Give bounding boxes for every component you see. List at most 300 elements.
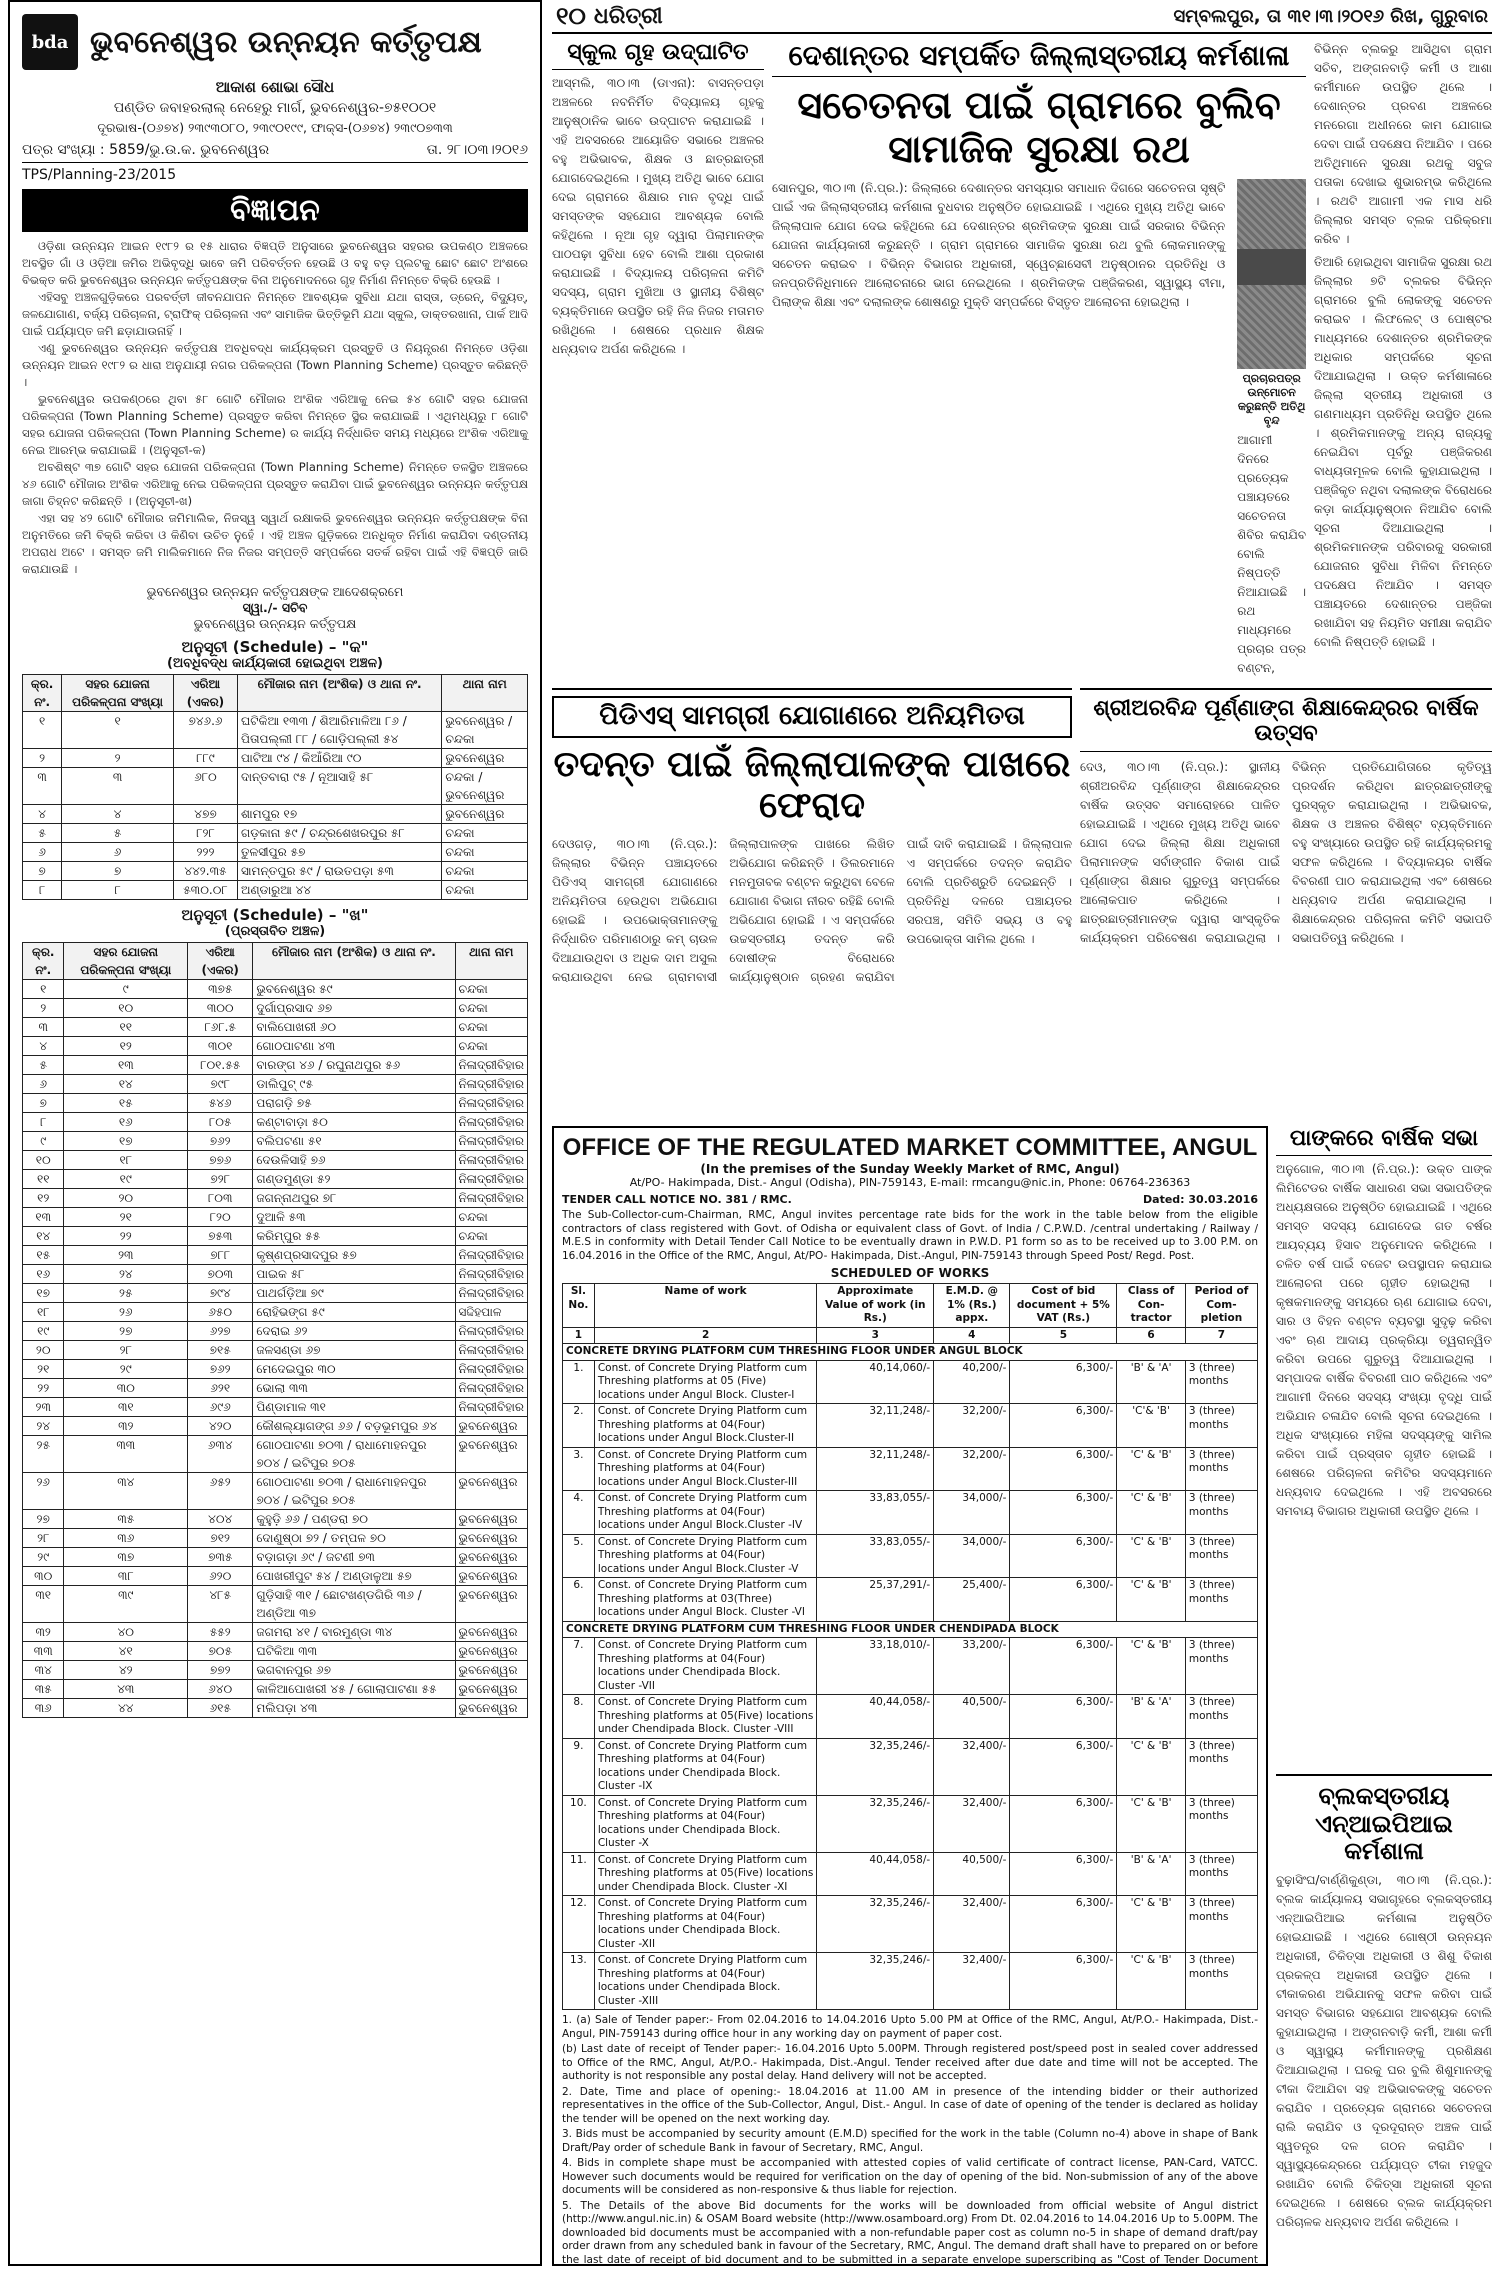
suraksha-story: [772, 40, 1306, 680]
schedule-a-cell: ସାମନ୍ତପୁର ୫୯ / ରାଉତପଡ଼ା ୫୩: [237, 862, 441, 881]
rmc-cell: 5.: [563, 1534, 595, 1578]
suraksha-body-left: ସୋନପୁର, ୩୦।୩ (ନି.ପ୍ର.): ଜିଲ୍ଲାରେ ଦେଶାନ୍ତର ସମସ୍ୟାର ସମାଧାନ ଦିଗରେ ସଚେତନତା ସୃଷ୍ଟି ପାଇଁ ଏକ ଜିଲ୍ଲାସ୍ତରୀୟ କର୍ମଶାଳା ବୁଧବାର ଅନୁଷ୍ଠିତ ହୋଇଯାଇଛି । ଏଥିରେ ମୁଖ୍ୟ ଅତିଥି ଭାବେ ଜିଲ୍ଲାପାଳ ଯୋଗ ଦେଇ କହିଥିଲେ ଯେ ଦେଶାନ୍ତର ଶ୍ରମିକଙ୍କ ସୁରକ୍ଷା ପାଇଁ ସରକାର ବିଭିନ୍ନ ଯୋଜନା କାର୍ଯ୍ୟକାରୀ କରୁଛନ୍ତି । ଗ୍ରାମ ଗ୍ରାମରେ ସାମାଜିକ ସୁରକ୍ଷା ରଥ ବୁଲି ଲୋକମାନଙ୍କୁ ସଚେତନ କରାଇବ । ବିଭିନ୍ନ ବିଭାଗର ଅଧିକାରୀ, ସ୍ୱେଚ୍ଛାସେବୀ ଅନୁଷ୍ଠାନର ପ୍ରତିନିଧି ଓ ଜନପ୍ରତିନିଧିମାନେ ଆଲୋଚନାରେ ଭାଗ ନେଇଥିଲେ । ଶ୍ରମିକଙ୍କ ପଞ୍ଜିକରଣ, ସ୍ୱାସ୍ଥ୍ୟ ବୀମା, ପିଲାଙ୍କ ଶିକ୍ଷା ଏବଂ ଦଲାଲଙ୍କ ଶୋଷଣରୁ ମୁକ୍ତି ସମ୍ପର୍କରେ ବିସ୍ତୃତ ଆଲୋଚନା ହୋଇଥିଲା ।: [772, 180, 1226, 309]
school-headline: ସ୍କୁଲ ଗୃହ ଉଦ୍‌ଘାଟିତ: [552, 40, 764, 70]
schedule-b-cell: ଘଟିକିଆ ୩୩: [253, 1642, 455, 1661]
bda-letter-no: ପତ୍ର ସଂଖ୍ୟା : 5859/ଭୁ.ଉ.କ. ଭୁବନେଶ୍ୱର: [22, 142, 270, 158]
rmc-cell: 'B' & 'A': [1117, 1695, 1186, 1739]
pds-body: ଦେଓଗଡ଼, ୩୦।୩ (ନି.ପ୍ର.): ଜିଲ୍ଲାର ବିଭିନ୍ନ ପଞ୍ଚାୟତରେ ପିଡିଏସ୍ ସାମଗ୍ରୀ ଯୋଗାଣରେ ଅନିୟମିତତା ହେଉଥିବା ଅଭିଯୋଗ ହୋଇଛି । ଉପଭୋକ୍ତାମାନଙ୍କୁ ନିର୍ଦ୍ଧାରିତ ପରିମାଣଠାରୁ କମ୍ ଚାଉଳ ଦିଆଯାଉଥିବା ଓ ଅଧିକ ଦାମ ଅସୁଲ କରାଯାଉଥିବା ନେଇ ଗ୍ରାମବାସୀ ଜିଲ୍ଲାପାଳଙ୍କ ପାଖରେ ଲିଖିତ ଅଭିଯୋଗ କରିଛନ୍ତି । ଡିଲରମାନେ ମନମୁତାବକ ବଣ୍ଟନ କରୁଥିବା ବେଳେ ଯୋଗାଣ ବିଭାଗ ନୀରବ ରହିଛି ବୋଲି ଅଭିଯୋଗ ହୋଇଛି । ଏ ସମ୍ପର୍କରେ ଉଚ୍ଚସ୍ତରୀୟ ତଦନ୍ତ କରି ଦୋଷୀଙ୍କ ବିରୋଧରେ କାର୍ଯ୍ୟାନୁଷ୍ଠାନ ଗ୍ରହଣ କରାଯିବା ପାଇଁ ଦାବି କରାଯାଇଛି । ଜିଲ୍ଲାପାଳ ଏ ସମ୍ପର୍କରେ ତଦନ୍ତ କରାଯିବ ବୋଲି ପ୍ରତିଶ୍ରୁତି ଦେଇଛନ୍ତି । ପ୍ରତିନିଧି ଦଳରେ ପଞ୍ଚାୟତର ସରପଞ୍ଚ, ସମିତି ସଭ୍ୟ ଓ ବହୁ ଉପଭୋକ୍ତା ସାମିଲ ଥିଲେ ।: [552, 836, 1072, 984]
schedule-a-row: [23, 712, 528, 749]
schedule-b-cell: ୧୦: [64, 999, 188, 1018]
schedule-b-cell: ଦୋଣୁଷ୍ଠା ୭୨ / ତମ୍ପଳ ୭୦: [253, 1529, 455, 1548]
rmc-work-row: [563, 1404, 1258, 1448]
schedule-b-cell: ମେଦେଇପୁର ୩୦: [253, 1360, 455, 1379]
schedule-b-row: [23, 1398, 528, 1417]
rmc-work-row: [563, 1578, 1258, 1622]
schedule-b-subtitle: (ପ୍ରସ୍ତାବିତ ଅଞ୍ଚଳ): [224, 924, 326, 939]
schedule-a-cell: ଚନ୍ଦକା: [442, 881, 528, 900]
rmc-cell: Const. of Concrete Drying Platform cum Threshing platforms at 04(Four) locations under Angul Block.Cluster-III: [594, 1447, 817, 1491]
schedule-b-cell: ୩୨: [23, 1623, 64, 1642]
schedule-b-cell: ୨୧: [23, 1360, 64, 1379]
schedule-b-cell: ଗୋଠପାଟଣା ୭୦୩ / ରାଧାମୋହନପୁର ୭୦୪ / ଇଟିପୁର ୭୦୫: [253, 1473, 455, 1510]
schedule-b-cell: ୨୦: [23, 1341, 64, 1360]
schedule-a-cell: ୭୪୬.୬: [173, 712, 237, 749]
rmc-cell: 13.: [563, 1953, 595, 2010]
rmc-cell: Const. of Concrete Drying Platform cum Threshing platforms at 04(Four) locations under Chendipada Block. Cluster -XIII: [594, 1953, 817, 2010]
schedule-b-cell: ୨୬: [64, 1303, 188, 1322]
schedule-b-cell: ୩୫: [23, 1680, 64, 1699]
schedule-b-cell: ବଲିପଟଣା ୫୧: [253, 1132, 455, 1151]
rmc-cell: 3 (three) months: [1185, 1491, 1257, 1535]
schedule-b-cell: ୫୫୨: [188, 1623, 253, 1642]
schedule-b-row: [23, 1680, 528, 1699]
schedule-b-cell: ୭୯୪: [188, 1284, 253, 1303]
schedule-a-cell: ଭୁବନେଶ୍ୱର: [442, 749, 528, 768]
rmc-schedule-title: SCHEDULED OF WORKS: [830, 1266, 990, 1280]
rmc-cell: Const. of Concrete Drying Platform cum Threshing platforms at 04(Four) locations under Chendipada Block. Cluster -XII: [594, 1896, 817, 1953]
rmc-cell: 6,300/-: [1010, 1534, 1117, 1578]
schedule-b-cell: ୭୦୫: [188, 1642, 253, 1661]
rmc-cell: Const. of Concrete Drying Platform cum Threshing platforms at 04(Four) locations under Angul Block.Cluster-II: [594, 1404, 817, 1448]
schedule-b-cell: ରୋହିଭଙ୍ଗ ୫୯: [253, 1303, 455, 1322]
schedule-b-cell: ୬: [23, 1075, 64, 1094]
rmc-cell: Const. of Concrete Drying Platform cum Threshing platforms at 05(Five) locations under Chendipada Block. Cluster -XI: [594, 1852, 817, 1896]
schedule-b-cell: ୭୭୨: [188, 1661, 253, 1680]
bda-name: ଭୁବନେଶ୍ୱର ଉନ୍ନୟନ କର୍ତ୍ତୃପକ୍ଷ: [90, 24, 482, 60]
rmc-cell: 6,300/-: [1010, 1896, 1117, 1953]
suraksha-headline: ସଚେତନତା ପାଇଁ ଗ୍ରାମରେ ବୁଲିବ ସାମାଜିକ ସୁରକ୍ଷା ରଥ: [797, 82, 1281, 171]
schedule-b-cell: କୃଷ୍ଣପ୍ରସାଦପୁର ୫୭: [253, 1246, 455, 1265]
rmc-cell: 10.: [563, 1795, 595, 1852]
rmc-cell: 'C' & 'B': [1117, 1896, 1186, 1953]
schedule-b-cell: ୫୪୬: [188, 1094, 253, 1113]
schedule-b-header-cell: ସହର ଯୋଜନା ପରିକଳ୍ପନା ସଂଖ୍ୟା: [64, 943, 188, 980]
schedule-a-cell: ୧: [23, 712, 62, 749]
schedule-b-row: [23, 1189, 528, 1208]
schedule-a-row: [23, 881, 528, 900]
schedule-b-cell: ଚନ୍ଦକା: [455, 1037, 527, 1056]
schedule-b-cell: ୧୦: [23, 1151, 64, 1170]
rmc-tender-notice: [552, 1126, 1268, 2266]
schedule-b-cell: ୨୭: [64, 1322, 188, 1341]
rmc-work-row: [563, 1738, 1258, 1795]
rmc-cell: 12.: [563, 1896, 595, 1953]
schedule-b-cell: ଭୁବନେଶ୍ୱର: [455, 1623, 527, 1642]
rmc-cell: Const. of Concrete Drying Platform cum Threshing platforms at 05(Five) locations under Chendipada Block. Cluster -VIII: [594, 1695, 817, 1739]
bda-paragraph: ଭୁବନେଶ୍ୱର ଉପକଣ୍ଠରେ ଥିବା ୫୮ ଗୋଟି ମୌଜାର ଅଂଶିକ ଏରିଆକୁ ନେଇ ୫୪ ଗୋଟି ସହର ଯୋଜନା ପରିକଳ୍ପନା (Town Planning Scheme) ପ୍ରସ୍ତୁତ କରିବା ନିମନ୍ତେ ସ୍ଥିର କରାଯାଇଛି । ଏଥିମଧ୍ୟରୁ ୮ ଗୋଟି ସହର ଯୋଜନା ପରିକଳ୍ପନା (Town Planning Scheme) ର କାର୍ଯ୍ୟ ନିର୍ଦ୍ଧାରିତ ସମୟ ମଧ୍ୟରେ ଅଂଶିକ ଏରିଆକୁ ନେଇ ଆରମ୍ଭ କରାଯାଇଛି । (ଅନୁସୂଚୀ-କ): [22, 392, 528, 457]
schedule-b-cell: ୨୯: [64, 1360, 188, 1379]
rmc-cell: 33,200/-: [934, 1638, 1010, 1695]
schedule-b-cell: ୨୫: [64, 1284, 188, 1303]
schedule-a-cell: ଗଡ଼କାନା ୫୯ / ଚନ୍ଦ୍ରଶେଖରପୁର ୫୮: [237, 824, 441, 843]
rmc-cell: Const. of Concrete Drying Platform cum Threshing platforms at 04(Four) locations under Chendipada Block. Cluster -IX: [594, 1738, 817, 1795]
rmc-note: 5. The Details of the above Bid documents for the works will be downloaded from official website of Angul district (http://www.angul.nic.in) & OSAM Board website (http://www.osamboard.org) From Dt. 02.04.2016 to 14.04.2016 Up to 5.00PM. The downloaded bid documents must be accompanied with a non-refundable paper cost as column no-5 in shape of demand draft/pay order drawn from any scheduled bank in favour of the Secretary, RMC, Angul. The demand draft shall have to prepared on or before the last date of receipt of bid document and to be submitted in a separate envelope superscribing as "Cost of Tender Document: [562, 2199, 1258, 2266]
schedule-b-row: [23, 1436, 528, 1473]
rmc-cell: 11.: [563, 1852, 595, 1896]
schedule-a-cell: ୬: [23, 843, 62, 862]
rmc-notes: [562, 2014, 1258, 2266]
schedule-a-header-cell: କ୍ର. ନଂ.: [23, 675, 62, 712]
bda-paragraph: ଅବଶିଷ୍ଟ ୩୭ ଗୋଟି ସହର ଯୋଜନା ପରିକଳ୍ପନା (Town Planning Scheme) ନିମନ୍ତେ ତଳସ୍ଥିତ ଅଞ୍ଚଳରେ ୪୬ ଗୋଟି ମୌଜାର ଅଂଶିକ ଏରିଆକୁ ନେଇ ପରିକଳ୍ପନା ପ୍ରସ୍ତୁତ କରାଯିବା ପାଇଁ ଭୁବନେଶ୍ୱର ଉନ୍ନୟନ କର୍ତ୍ତୃପକ୍ଷ ଜାଗା ଚିହ୍ନଟ କରିଛନ୍ତି । (ଅନୁସୂଚୀ-ଖ): [22, 460, 528, 508]
schedule-b-cell: ଭୁବନେଶ୍ୱର: [455, 1510, 527, 1529]
schedule-b-cell: ୭୬୨: [188, 1132, 253, 1151]
bda-office: ଆକାଶ ଶୋଭା ସୌଧ: [215, 78, 335, 96]
schedule-b-cell: ୪୮୫: [188, 1586, 253, 1623]
schedule-a-row: [23, 824, 528, 843]
nipi-body: ବୁଢ଼ାସିଂଘ/ବାର୍ଣ୍ଣିକୁଣ୍ଡା, ୩୦।୩ (ନି.ପ୍ର.): ବ୍ଲକ କାର୍ଯ୍ୟାଳୟ ସଭାଗୃହରେ ବ୍ଲକସ୍ତରୀୟ ଏନ୍‌ଆଇପିଆଇ କର୍ମଶାଳା ଅନୁଷ୍ଠିତ ହୋଇଯାଇଛି । ଏଥିରେ ଗୋଷ୍ଠୀ ଉନ୍ନୟନ ଅଧିକାରୀ, ଚିକିତ୍ସା ଅଧିକାରୀ ଓ ଶିଶୁ ବିକାଶ ପ୍ରକଳ୍ପ ଅଧିକାରୀ ଉପସ୍ଥିତ ଥିଲେ । ଟୀକାକରଣ ଅଭିଯାନକୁ ସଫଳ କରିବା ପାଇଁ ସମସ୍ତ ବିଭାଗର ସହଯୋଗ ଆବଶ୍ୟକ ବୋଲି କୁହାଯାଇଥିଲା । ଅଙ୍ଗନବାଡ଼ି କର୍ମୀ, ଆଶା କର୍ମୀ ଓ ସ୍ୱାସ୍ଥ୍ୟ କର୍ମୀମାନଙ୍କୁ ପ୍ରଶିକ୍ଷଣ ଦିଆଯାଇଥିଲା । ଘରକୁ ଘର ବୁଲି ଶିଶୁମାନଙ୍କୁ ଟୀକା ଦିଆଯିବା ସହ ଅଭିଭାବକଙ୍କୁ ସଚେତନ କରାଯିବ । ପ୍ରତ୍ୟେକ ଗ୍ରାମରେ ସଚେତନତା ରାଲି କରାଯିବ ଓ ଦୂରଦୂରାନ୍ତ ଅଞ୍ଚଳ ପାଇଁ ସ୍ୱତନ୍ତ୍ର ଦଳ ଗଠନ କରାଯିବ । ସ୍ୱାସ୍ଥ୍ୟକେନ୍ଦ୍ରରେ ପର୍ଯ୍ୟାପ୍ତ ଟୀକା ମହଜୁଦ ରଖାଯିବ ବୋଲି ଚିକିତ୍ସା ଅଧିକାରୀ ସୂଚନା ଦେଇଥିଲେ । ଶେଷରେ ବ୍ଲକ କାର୍ଯ୍ୟକ୍ରମ ପରିଚାଳକ ଧନ୍ୟବାଦ ଅର୍ପଣ କରିଥିଲେ ।: [1276, 1872, 1492, 2229]
schedule-b-cell: ନିଳାଦ୍ରୀବିହାର: [455, 1132, 527, 1151]
schedule-b-cell: କରିମ୍ପୁର ୫୫: [253, 1227, 455, 1246]
schedule-b-cell: ବାରଙ୍ଗ ୪୬ / ରଘୁନାଥପୁର ୫୬: [253, 1056, 455, 1075]
schedule-a-cell: ୫: [23, 824, 62, 843]
schedule-b-cell: ୩୪: [23, 1661, 64, 1680]
schedule-b-cell: ୩୯: [64, 1586, 188, 1623]
schedule-b-cell: ଚନ୍ଦକା: [455, 1208, 527, 1227]
schedule-b-cell: ଭୁବନେଶ୍ୱର ୫୯: [253, 980, 455, 999]
schedule-b-cell: ଦେଉଳିସାହି ୭୬: [253, 1151, 455, 1170]
schedule-b-header-cell: କ୍ର. ନଂ.: [23, 943, 64, 980]
schedule-b-cell: ଭୋଲା ୩୩: [253, 1379, 455, 1398]
schedule-a-cell: ଅଣ୍ଡାରୁଆ ୪୪: [237, 881, 441, 900]
schedule-b-cell: ଗଣ୍ଡମୁଣ୍ଡା ୫୨: [253, 1170, 455, 1189]
rmc-cell: 32,35,246/-: [817, 1896, 934, 1953]
schedule-b-cell: ୬୨୭: [188, 1322, 253, 1341]
schedule-a-cell: ୪୭୭: [173, 805, 237, 824]
rmc-cell: 3 (three) months: [1185, 1896, 1257, 1953]
rmc-work-row: [563, 1447, 1258, 1491]
schedule-a-cell: ୬: [62, 843, 174, 862]
rmc-dated: Dated: 30.03.2016: [1143, 1193, 1258, 1206]
schedule-a-cell: ଘଟିକିଆ ୧୩୩ / ଶିଆରିମାଳିଆ ୮୬ / ପିତାପଲ୍ଲୀ ୮୮ / ଗୋଡ଼ିପଲ୍ଲୀ ୫୪: [237, 712, 441, 749]
schedule-a-header-cell: ଏରିଆ (ଏକର): [173, 675, 237, 712]
rmc-subtitle: (In the premises of the Sunday Weekly Market of RMC, Angul): [700, 1162, 1120, 1176]
schedule-a-cell: ୮: [23, 881, 62, 900]
schedule-b-cell: ୧୮: [23, 1303, 64, 1322]
rmc-cell: 1.: [563, 1360, 595, 1404]
rmc-cell: 8.: [563, 1695, 595, 1739]
schedule-b-row: [23, 1018, 528, 1037]
rmc-cell: 3 (three) months: [1185, 1638, 1257, 1695]
schedule-b-cell: ୮୦୧.୫୫: [188, 1056, 253, 1075]
rmc-column-number: 6: [1117, 1327, 1186, 1344]
rmc-cell: 32,35,246/-: [817, 1738, 934, 1795]
rmc-cell: 32,400/-: [934, 1953, 1010, 2010]
schedule-b-row: [23, 1510, 528, 1529]
schedule-b-row: [23, 1227, 528, 1246]
schedule-b-cell: ୧୩: [23, 1208, 64, 1227]
schedule-b-row: [23, 1246, 528, 1265]
schedule-b-cell: ୩୧: [23, 1586, 64, 1623]
schedule-a-cell: ୫୩୦.୦୮: [173, 881, 237, 900]
rmc-cell: 6,300/-: [1010, 1738, 1117, 1795]
schedule-b-cell: ଭୁବନେଶ୍ୱର: [455, 1417, 527, 1436]
rmc-cell: 32,200/-: [934, 1404, 1010, 1448]
schedule-b-cell: କୁହୁଡ଼ି ୬୬ / ପଣ୍ଡରା ୭୦: [253, 1510, 455, 1529]
schedule-b-cell: ଗୁଡ଼ିସାହି ୩୧ / ଛୋଟଖଣ୍ଡଗିରି ୩୬ / ଅଣ୍ଡିଆ ୩୭: [253, 1586, 455, 1623]
rmc-cell: 4.: [563, 1491, 595, 1535]
schedule-a-row: [23, 768, 528, 805]
school-story: [552, 40, 764, 680]
rmc-cell: 33,83,055/-: [817, 1534, 934, 1578]
bda-paragraph: ଓଡ଼ିଶା ଉନ୍ନୟନ ଆଇନ ୧୯୮୨ ର ୧୫ ଧାରାର ବିଜ୍ଞପ୍ତି ଅନୁସାରେ ଭୁବନେଶ୍ୱର ସହରର ଉପକଣ୍ଠ ଅଞ୍ଚଳରେ ଅବସ୍ଥିତ ଗାଁ ଓ ଓଡ଼ିଆ ଜମିର ଅଭିବୃଦ୍ଧି ଭାବେ ଜମି ପରିବର୍ତ୍ତନ ହେଉଛି ଓ ବହୁ ବଡ଼ ପ୍ଲଟକୁ ଛୋଟ ଛୋଟ ଅଂଶରେ ବିଭକ୍ତ କରି ଭୁବନେଶ୍ୱର ଉନ୍ନୟନ କର୍ତ୍ତୃପକ୍ଷଙ୍କ ବିନା ଅନୁମୋଦନରେ ଗୃହ ନିର୍ମାଣ ନିମନ୍ତେ ବିକ୍ରି ହେଉଛି ।: [22, 239, 528, 287]
rmc-cell: 40,44,058/-: [817, 1852, 934, 1896]
schedule-b-cell: ୬୫୦: [188, 1303, 253, 1322]
schedule-b-row: [23, 1265, 528, 1284]
schedule-b-cell: ୬୩୪: [188, 1436, 253, 1473]
schedule-a-header-cell: ଥାନା ନାମ: [442, 675, 528, 712]
schedule-b-cell: ୩୬: [23, 1699, 64, 1718]
schedule-b-row: [23, 1379, 528, 1398]
schedule-b-row: [23, 1151, 528, 1170]
schedule-a-table: [22, 674, 528, 900]
rmc-cell: 34,000/-: [934, 1534, 1010, 1578]
rmc-group-label: CONCRETE DRYING PLATFORM CUM THRESHING FLOOR UNDER ANGUL BLOCK: [563, 1344, 1258, 1361]
rmc-header-cell: Name of work: [594, 1284, 817, 1328]
schedule-b-row: [23, 1586, 528, 1623]
bda-reference: TPS/Planning-23/2015: [22, 167, 177, 183]
schedule-a-cell: ୪୪୨.୩୫: [173, 862, 237, 881]
rmc-cell: 'B' & 'A': [1117, 1360, 1186, 1404]
rmc-cell: 'C'& 'B': [1117, 1404, 1186, 1448]
schedule-b-cell: ନିଳାଦ୍ରୀବିହାର: [455, 1151, 527, 1170]
bda-notice-body: [22, 238, 528, 578]
rmc-group-label: CONCRETE DRYING PLATFORM CUM THRESHING FLOOR UNDER CHENDIPADA BLOCK: [563, 1621, 1258, 1638]
rmc-work-row: [563, 1852, 1258, 1896]
rmc-cell: 3 (three) months: [1185, 1534, 1257, 1578]
schedule-b-cell: ପୋଖରୀପୁଟ ୫୪ / ଅଣ୍ଡାଳୁଆ ୫୭: [253, 1567, 455, 1586]
bda-by-order: ଭୁବନେଶ୍ୱର ଉନ୍ନୟନ କର୍ତ୍ତୃପକ୍ଷଙ୍କ ଆଦେଶକ୍ରମେ: [146, 584, 404, 599]
rmc-cell: Const. of Concrete Drying Platform cum Threshing platforms at 05 (Five) locations under Angul Block. Cluster-I: [594, 1360, 817, 1404]
rmc-cell: 6,300/-: [1010, 1404, 1117, 1448]
schedule-b-cell: ୩୦୦: [188, 999, 253, 1018]
paper-name: ଧରିତ୍ରୀ: [593, 3, 663, 29]
schedule-b-cell: ୭୦୩: [188, 1265, 253, 1284]
schedule-b-cell: ଜଗନ୍ନାଥପୁର ୭୮: [253, 1189, 455, 1208]
rmc-cell: 32,400/-: [934, 1896, 1010, 1953]
agm-story: [1276, 1126, 1492, 1766]
schedule-b-cell: ୩୫: [64, 1510, 188, 1529]
rmc-column-number: 3: [817, 1327, 934, 1344]
rmc-cell: 2.: [563, 1404, 595, 1448]
schedule-b-cell: ୬୫୨: [188, 1473, 253, 1510]
schedule-b-cell: ଭୁବନେଶ୍ୱର: [455, 1661, 527, 1680]
rmc-cell: 3 (three) months: [1185, 1953, 1257, 2010]
schedule-b-cell: ୧୧: [23, 1170, 64, 1189]
schedule-a-cell: ୨୨୨: [173, 843, 237, 862]
bda-signed-org: ଭୁବନେଶ୍ୱର ଉନ୍ନୟନ କର୍ତ୍ତୃପକ୍ଷ: [193, 616, 357, 631]
schedule-a-cell: ଚନ୍ଦକା / ଭୁବନେଶ୍ୱର: [442, 768, 528, 805]
schedule-a-cell: ଚନ୍ଦକା: [442, 843, 528, 862]
suraksha-photo: [1237, 179, 1306, 369]
schedule-b-cell: ୨୮: [64, 1341, 188, 1360]
schedule-b-cell: ନିଳାଦ୍ରୀବିହାର: [455, 1398, 527, 1417]
rmc-cell: 'C' & 'B': [1117, 1491, 1186, 1535]
rmc-column-number: 4: [934, 1327, 1010, 1344]
schedule-b-cell: ୬୨୧: [188, 1379, 253, 1398]
schedule-a-cell: ୫: [62, 824, 174, 843]
schedule-a-cell: ଭୁବନେଶ୍ୱର: [442, 805, 528, 824]
rmc-cell: 3 (three) months: [1185, 1695, 1257, 1739]
schedule-b-cell: ୪୩: [64, 1680, 188, 1699]
schedule-b-header-cell: ମୌଜାର ନାମ (ଅଂଶିକ) ଓ ଥାନା ନଂ.: [253, 943, 455, 980]
rmc-note: 2. Date, Time and place of opening:- 18.04.2016 at 11.00 AM in presence of the intending bidder or their authorized representatives in the office of the Sub-Collector, Angul, Dist.- Angul. In case of date of opening of the tender is declared as holiday the tender will be opened on the next working day.: [562, 2085, 1258, 2125]
schedule-b-cell: ୧୭: [64, 1132, 188, 1151]
schedule-b-cell: ୪୨: [64, 1661, 188, 1680]
schedule-b-row: [23, 980, 528, 999]
schedule-a-cell: ଭୁବନେଶ୍ୱର / ଚନ୍ଦକା: [442, 712, 528, 749]
pds-headline: ତଦନ୍ତ ପାଇଁ ଜିଲ୍ଲାପାଳଙ୍କ ପାଖରେ ଫେରାଦ: [553, 742, 1071, 827]
rmc-work-row: [563, 1534, 1258, 1578]
schedule-b-cell: ଗୋଠପାଟଣା ୭୦୩ / ରାଧାମୋହନପୁର ୭୦୪ / ଇଟିପୁର ୭୦୫: [253, 1436, 455, 1473]
schedule-b-cell: ଗୋଠପାଟଣା ୪୩: [253, 1037, 455, 1056]
schedule-b-cell: ୭୩୫: [188, 1548, 253, 1567]
schedule-b-cell: ଦୁଆଳି ୫୩: [253, 1208, 455, 1227]
suraksha-body-right: ବିଭିନ୍ନ ବ୍ଲକରୁ ଆସିଥିବା ଗ୍ରାମ ସଚିବ, ଅଙ୍ଗନବାଡ଼ି କର୍ମୀ ଓ ଆଶା କର୍ମୀମାନେ ଉପସ୍ଥିତ ଥିଲେ । ଦେଶାନ୍ତର ପ୍ରବଣ ଅଞ୍ଚଳରେ ମନରେଗା ଅଧୀନରେ କାମ ଯୋଗାଇ ଦେବା ପାଇଁ ପଦକ୍ଷେପ ନିଆଯିବ । ପରେ ଅତିଥିମାନେ ସୁରକ୍ଷା ରଥକୁ ସବୁଜ ପତାକା ଦେଖାଇ ଶୁଭାରମ୍ଭ କରିଥିଲେ । ରଥଟି ଆଗାମୀ ଏକ ମାସ ଧରି ଜିଲ୍ଲାର ସମସ୍ତ ବ୍ଲକ ପରିକ୍ରମା କରିବ ।: [1314, 42, 1492, 246]
schedule-b-cell: ୭: [23, 1094, 64, 1113]
schedule-b-cell: ନିଳାଦ୍ରୀବିହାର: [455, 1170, 527, 1189]
schedule-b-cell: ଡାଲିପୁଟ୍ ୯୫: [253, 1075, 455, 1094]
agm-body: ଅନୁଗୋଳ, ୩୦।୩ (ନି.ପ୍ର.): ଉକ୍ତ ପାଙ୍କ ଲିମିଟେଡର ବାର୍ଷିକ ସାଧାରଣ ସଭା ସଭାପତିଙ୍କ ଅଧ୍ୟକ୍ଷତାରେ ଅନୁଷ୍ଠିତ ହୋଇଯାଇଛି । ଏଥିରେ ସମସ୍ତ ସଦସ୍ୟ ଯୋଗଦେଇ ଗତ ବର୍ଷର ଆୟବ୍ୟୟ ହିସାବ ଅନୁମୋଦନ କରିଥିଲେ । ଚଳିତ ବର୍ଷ ପାଇଁ ବଜେଟ ଉପସ୍ଥାପନ କରାଯାଇ ଆଲୋଚନା ପରେ ଗୃହୀତ ହୋଇଥିଲା । କୃଷକମାନଙ୍କୁ ସମୟରେ ଋଣ ଯୋଗାଇ ଦେବା, ସାର ଓ ବିହନ ବଣ୍ଟନ ବ୍ୟବସ୍ଥା ସୁଦୃଢ଼ କରିବା ଏବଂ ଋଣ ଆଦାୟ ପ୍ରକ୍ରିୟା ତ୍ୱରାନ୍ୱିତ କରିବା ଉପରେ ଗୁରୁତ୍ୱ ଦିଆଯାଇଥିଲା । ସମ୍ପାଦକ ବାର୍ଷିକ ବିବରଣୀ ପାଠ କରିଥିଲେ ଏବଂ ଆଗାମୀ ଦିନରେ ସଦସ୍ୟ ସଂଖ୍ୟା ବୃଦ୍ଧି ପାଇଁ ଅଭିଯାନ ଚଳାଯିବ ବୋଲି ସୂଚନା ଦେଇଥିଲେ । ଅଧିକ ସଂଖ୍ୟାରେ ମହିଳା ସଦସ୍ୟଙ୍କୁ ସାମିଲ କରିବା ପାଇଁ ପ୍ରସ୍ତାବ ଗୃହୀତ ହୋଇଛି । ଶେଷରେ ପରିଚାଳନା କମିଟିର ସଦସ୍ୟମାନେ ଧନ୍ୟବାଦ ଦେଇଥିଲେ । ଏହି ଅବସରରେ ସମବାୟ ବିଭାଗର ଅଧିକାରୀ ଉପସ୍ଥିତ ଥିଲେ ।: [1276, 1162, 1492, 1519]
schedule-b-cell: ୨୪: [64, 1265, 188, 1284]
schedule-a-cell: ଚନ୍ଦକା: [442, 862, 528, 881]
rmc-cell: 3 (three) months: [1185, 1795, 1257, 1852]
rmc-tender-no: TENDER CALL NOTICE NO. 381 / RMC.: [562, 1193, 792, 1206]
rmc-note: 3. Bids must be accompanied by security amount (E.M.D) specified for the work in the table (Column no-4) above in shape of Bank Draft/Pay order of schedule Bank in favour of Secretary, RMC, Angul.: [562, 2128, 1258, 2154]
schedule-b-cell: ନିଳାଦ୍ରୀବିହାର: [455, 1284, 527, 1303]
schedule-b-cell: ୧୪: [23, 1227, 64, 1246]
rmc-cell: 3 (three) months: [1185, 1447, 1257, 1491]
schedule-b-cell: ୪୧: [64, 1642, 188, 1661]
schedule-b-cell: ୪୨୦: [188, 1417, 253, 1436]
schedule-b-cell: କଣ୍ଟାବାଡ଼ା ୫୦: [253, 1113, 455, 1132]
rmc-cell: Const. of Concrete Drying Platform cum Threshing platforms at 04(Four) locations under Chendipada Block. Cluster -X: [594, 1795, 817, 1852]
schedule-b-cell: ୩: [23, 1018, 64, 1037]
pds-kicker: ପିଡିଏସ୍ ସାମଗ୍ରୀ ଯୋଗାଣରେ ଅନିୟମିତତା: [552, 696, 1072, 738]
schedule-b-cell: ୭୬୨: [188, 1360, 253, 1379]
schedule-b-cell: ୧୬: [23, 1265, 64, 1284]
rmc-cell: 'B' & 'A': [1117, 1852, 1186, 1896]
schedule-b-cell: ୧୪: [64, 1075, 188, 1094]
schedule-b-cell: ଜଳସଣ୍ଡା ୬୭: [253, 1341, 455, 1360]
schedule-b-cell: ଭୁବନେଶ୍ୱର: [455, 1436, 527, 1473]
schedule-b-cell: ୭୭୬: [188, 1151, 253, 1170]
schedule-b-row: [23, 1132, 528, 1151]
schedule-a-header-cell: ସହର ଯୋଜନା ପରିକଳ୍ପନା ସଂଖ୍ୟା: [62, 675, 174, 712]
rmc-header-cell: E.M.D. @ 1% (Rs.) appx.: [934, 1284, 1010, 1328]
rmc-cell: 6.: [563, 1578, 595, 1622]
bda-address: ପଣ୍ଡିତ ଜବାହରଲାଲ୍ ନେହେରୁ ମାର୍ଗ, ଭୁବନେଶ୍ୱର-୭୫୧୦୦୧: [113, 100, 437, 116]
schedule-a-cell: ୧: [62, 712, 174, 749]
schedule-b-cell: ୨: [23, 999, 64, 1018]
suraksha-kicker: ଦେଶାନ୍ତର ସମ୍ପର୍କିତ ଜିଲ୍ଲାସ୍ତରୀୟ କର୍ମଶାଳା: [772, 40, 1306, 77]
rmc-cell: 3 (three) months: [1185, 1404, 1257, 1448]
schedule-b-row: [23, 1548, 528, 1567]
schedule-b-cell: ୭୧୫: [188, 1341, 253, 1360]
bda-paragraph: ଏଣୁ ଭୁବନେଶ୍ୱର ଉନ୍ନୟନ କର୍ତ୍ତୃପକ୍ଷ ଅବଧିବଦ୍ଧ କାର୍ଯ୍ୟକ୍ରମ ପ୍ରସ୍ତୁତି ଓ ନିୟନ୍ତ୍ରଣ ନିମନ୍ତେ ଓଡ଼ିଶା ଉନ୍ନୟନ ଆଇନ ୧୯୮୨ ର ଧାରା ଅନୁଯାୟୀ ନଗର ପରିକଳ୍ପନା (Town Planning Scheme) ପ୍ରସ୍ତୁତ କରିଛନ୍ତି ।: [22, 341, 528, 389]
schedule-b-cell: ମଲିପଡ଼ା ୪୩: [253, 1699, 455, 1718]
schedule-b-row: [23, 1623, 528, 1642]
rmc-cell: 'C' & 'B': [1117, 1578, 1186, 1622]
schedule-b-cell: ନିଳାଦ୍ରୀବିହାର: [455, 1056, 527, 1075]
schedule-b-row: [23, 1303, 528, 1322]
rmc-cell: 33,83,055/-: [817, 1491, 934, 1535]
schedule-b-row: [23, 1360, 528, 1379]
schedule-a-row: [23, 805, 528, 824]
schedule-b-cell: ୨୪: [23, 1417, 64, 1436]
rmc-work-row: [563, 1360, 1258, 1404]
schedule-b-cell: ୬୪୦: [188, 1680, 253, 1699]
schedule-b-cell: ୮୦୩: [188, 1189, 253, 1208]
rmc-cell: 32,35,246/-: [817, 1953, 934, 2010]
schedule-b-cell: ୩୭: [64, 1548, 188, 1567]
schedule-b-cell: ୩୦: [23, 1567, 64, 1586]
schedule-a-cell: ୩: [23, 768, 62, 805]
schedule-b-cell: ନିଳାଦ୍ରୀବିହାର: [455, 1360, 527, 1379]
rmc-cell: 40,44,058/-: [817, 1695, 934, 1739]
schedule-b-row: [23, 1417, 528, 1436]
schedule-b-row: [23, 1699, 528, 1718]
schedule-b-cell: ୧୫: [23, 1246, 64, 1265]
bda-paragraph: ଏହିସବୁ ଅଞ୍ଚଳଗୁଡ଼ିକରେ ପରବର୍ତ୍ତୀ ଜୀବନଯାପନ ନିମନ୍ତେ ଆବଶ୍ୟକ ସୁବିଧା ଯଥା ରାସ୍ତା, ଡ୍ରେନ୍, ବିଦ୍ୟୁତ୍, ଜଳଯୋଗାଣ, ବର୍ଜ୍ୟ ପରିଚାଳନା, ଟ୍ରାଫିକ୍ ପରିଚାଳନା ଏବଂ ସାମାଜିକ ଭିତ୍ତିଭୂମି ଯଥା ସ୍କୁଲ, ଡାକ୍ତରଖାନା, ପାର୍କ ଆଦି ପାଇଁ ପର୍ଯ୍ୟାପ୍ତ ଜମି ଛଡ଼ାଯାଉନାହିଁ ।: [22, 290, 528, 338]
rmc-cell: 3 (three) months: [1185, 1360, 1257, 1404]
schedule-a-header-cell: ମୌଜାର ନାମ (ଅଂଶିକ) ଓ ଥାନା ନଂ.: [237, 675, 441, 712]
rmc-cell: 32,200/-: [934, 1447, 1010, 1491]
schedule-b-cell: ୩୪: [64, 1473, 188, 1510]
rmc-work-row: [563, 1795, 1258, 1852]
schedule-b-cell: ନିଳାଦ୍ରୀବିହାର: [455, 1379, 527, 1398]
schedule-b-cell: ୩୮: [64, 1567, 188, 1586]
aurobindo-body: ଦେଓ, ୩୦।୩ (ନି.ପ୍ର.): ସ୍ଥାନୀୟ ଶ୍ରୀଅରବିନ୍ଦ ପୂର୍ଣ୍ଣାଙ୍ଗ ଶିକ୍ଷାକେନ୍ଦ୍ରର ବାର୍ଷିକ ଉତ୍ସବ ସମାରୋହରେ ପାଳିତ ହୋଇଯାଇଛି । ଏଥିରେ ମୁଖ୍ୟ ଅତିଥି ଭାବେ ଯୋଗ ଦେଇ ଜିଲ୍ଲା ଶିକ୍ଷା ଅଧିକାରୀ ପିଲାମାନଙ୍କ ସର୍ବାଙ୍ଗୀନ ବିକାଶ ପାଇଁ ପୂର୍ଣ୍ଣାଙ୍ଗ ଶିକ୍ଷାର ଗୁରୁତ୍ୱ ସମ୍ପର୍କରେ ଆଲୋକପାତ କରିଥିଲେ । ଛାତ୍ରଛାତ୍ରୀମାନଙ୍କ ଦ୍ୱାରା ସାଂସ୍କୃତିକ କାର୍ଯ୍ୟକ୍ରମ ପରିବେଷଣ କରାଯାଇଥିଲା । ବିଭିନ୍ନ ପ୍ରତିଯୋଗିତାରେ କୃତିତ୍ୱ ପ୍ରଦର୍ଶନ କରିଥିବା ଛାତ୍ରଛାତ୍ରୀଙ୍କୁ ପୁରସ୍କୃତ କରାଯାଇଥିଲା । ଅଭିଭାବକ, ଶିକ୍ଷକ ଓ ଅଞ୍ଚଳର ବିଶିଷ୍ଟ ବ୍ୟକ୍ତିମାନେ ବହୁ ସଂଖ୍ୟାରେ ଉପସ୍ଥିତ ରହି କାର୍ଯ୍ୟକ୍ରମକୁ ସଫଳ କରିଥିଲେ । ବିଦ୍ୟାଳୟର ବାର୍ଷିକ ବିବରଣୀ ପାଠ କରାଯାଇଥିଲା ଏବଂ ଶେଷରେ ଧନ୍ୟବାଦ ଅର୍ପଣ କରାଯାଇଥିଲା । ଶିକ୍ଷାକେନ୍ଦ୍ରର ପରିଚାଳନା କମିଟି ସଭାପତି ସଭାପତିତ୍ୱ କରିଥିଲେ ।: [1080, 759, 1492, 945]
schedule-b-cell: ପାଥର୍ଗଡ଼ିଆ ୭୯: [253, 1284, 455, 1303]
rmc-cell: 3 (three) months: [1185, 1578, 1257, 1622]
schedule-b-cell: ଭୁବନେଶ୍ୱର: [455, 1529, 527, 1548]
rmc-group-row: [563, 1621, 1258, 1638]
schedule-b-cell: ୮୦୫: [188, 1113, 253, 1132]
schedule-b-cell: ୯: [23, 1132, 64, 1151]
rmc-cell: 32,11,248/-: [817, 1447, 934, 1491]
schedule-a-cell: ତୁଳସୀପୁର ୫୭: [237, 843, 441, 862]
rmc-header-cell: Period of Com- pletion: [1185, 1284, 1257, 1328]
rmc-cell: Const. of Concrete Drying Platform cum Threshing platforms at 04(Four) locations under Angul Block.Cluster -IV: [594, 1491, 817, 1535]
rmc-cell: 40,500/-: [934, 1695, 1010, 1739]
schedule-a-cell: ପାଟିଆ ୯୪ / କିଆଁରିଆ ୯୦: [237, 749, 441, 768]
schedule-b-row: [23, 1529, 528, 1548]
schedule-b-cell: ୧୧: [64, 1018, 188, 1037]
schedule-b-cell: ସଦ୍ଦିହପାଳ: [455, 1303, 527, 1322]
schedule-b-header-cell: ଥାନା ନାମ: [455, 943, 527, 980]
schedule-b-cell: ୬୧୫: [188, 1699, 253, 1718]
schedule-a-cell: ୭: [23, 862, 62, 881]
schedule-b-cell: ଦେରାଇ ୬୨: [253, 1322, 455, 1341]
schedule-b-cell: ୭୯୮: [188, 1075, 253, 1094]
bda-letter-date: ତା. ୨୮।୦୩।୨୦୧୬: [426, 142, 528, 158]
schedule-b-row: [23, 1642, 528, 1661]
schedule-b-cell: ୧୨: [23, 1189, 64, 1208]
bda-signed: ସ୍ୱା./- ସଚିବ: [242, 600, 308, 615]
schedule-a-cell: ୩: [62, 768, 174, 805]
schedule-a-row: [23, 749, 528, 768]
schedule-b-cell: ୨୩: [23, 1398, 64, 1417]
rmc-cell: 'C' & 'B': [1117, 1953, 1186, 2010]
rmc-note: (b) Last date of receipt of Tender paper:- 16.04.2016 Upto 5.00PM. Through registered post/speed post in sealed cover addressed to Office of the RMC, Angul, At/P.O.- Hakimpada, Dist.-Angul. Tender received after due date and time will not be accepted. The authority is not responsible any postal delay. Hand delivery will not be accepted.: [562, 2043, 1258, 2082]
schedule-b-row: [23, 1284, 528, 1303]
schedule-b-cell: ୯: [64, 980, 188, 999]
schedule-b-cell: ୩୨: [64, 1417, 188, 1436]
rmc-cell: 'C' & 'B': [1117, 1738, 1186, 1795]
schedule-a-cell: ୪: [62, 805, 174, 824]
schedule-a-cell: ୭: [62, 862, 174, 881]
schedule-b-cell: ୮: [23, 1113, 64, 1132]
schedule-b-cell: ନିଳାଦ୍ରୀବିହାର: [455, 1341, 527, 1360]
